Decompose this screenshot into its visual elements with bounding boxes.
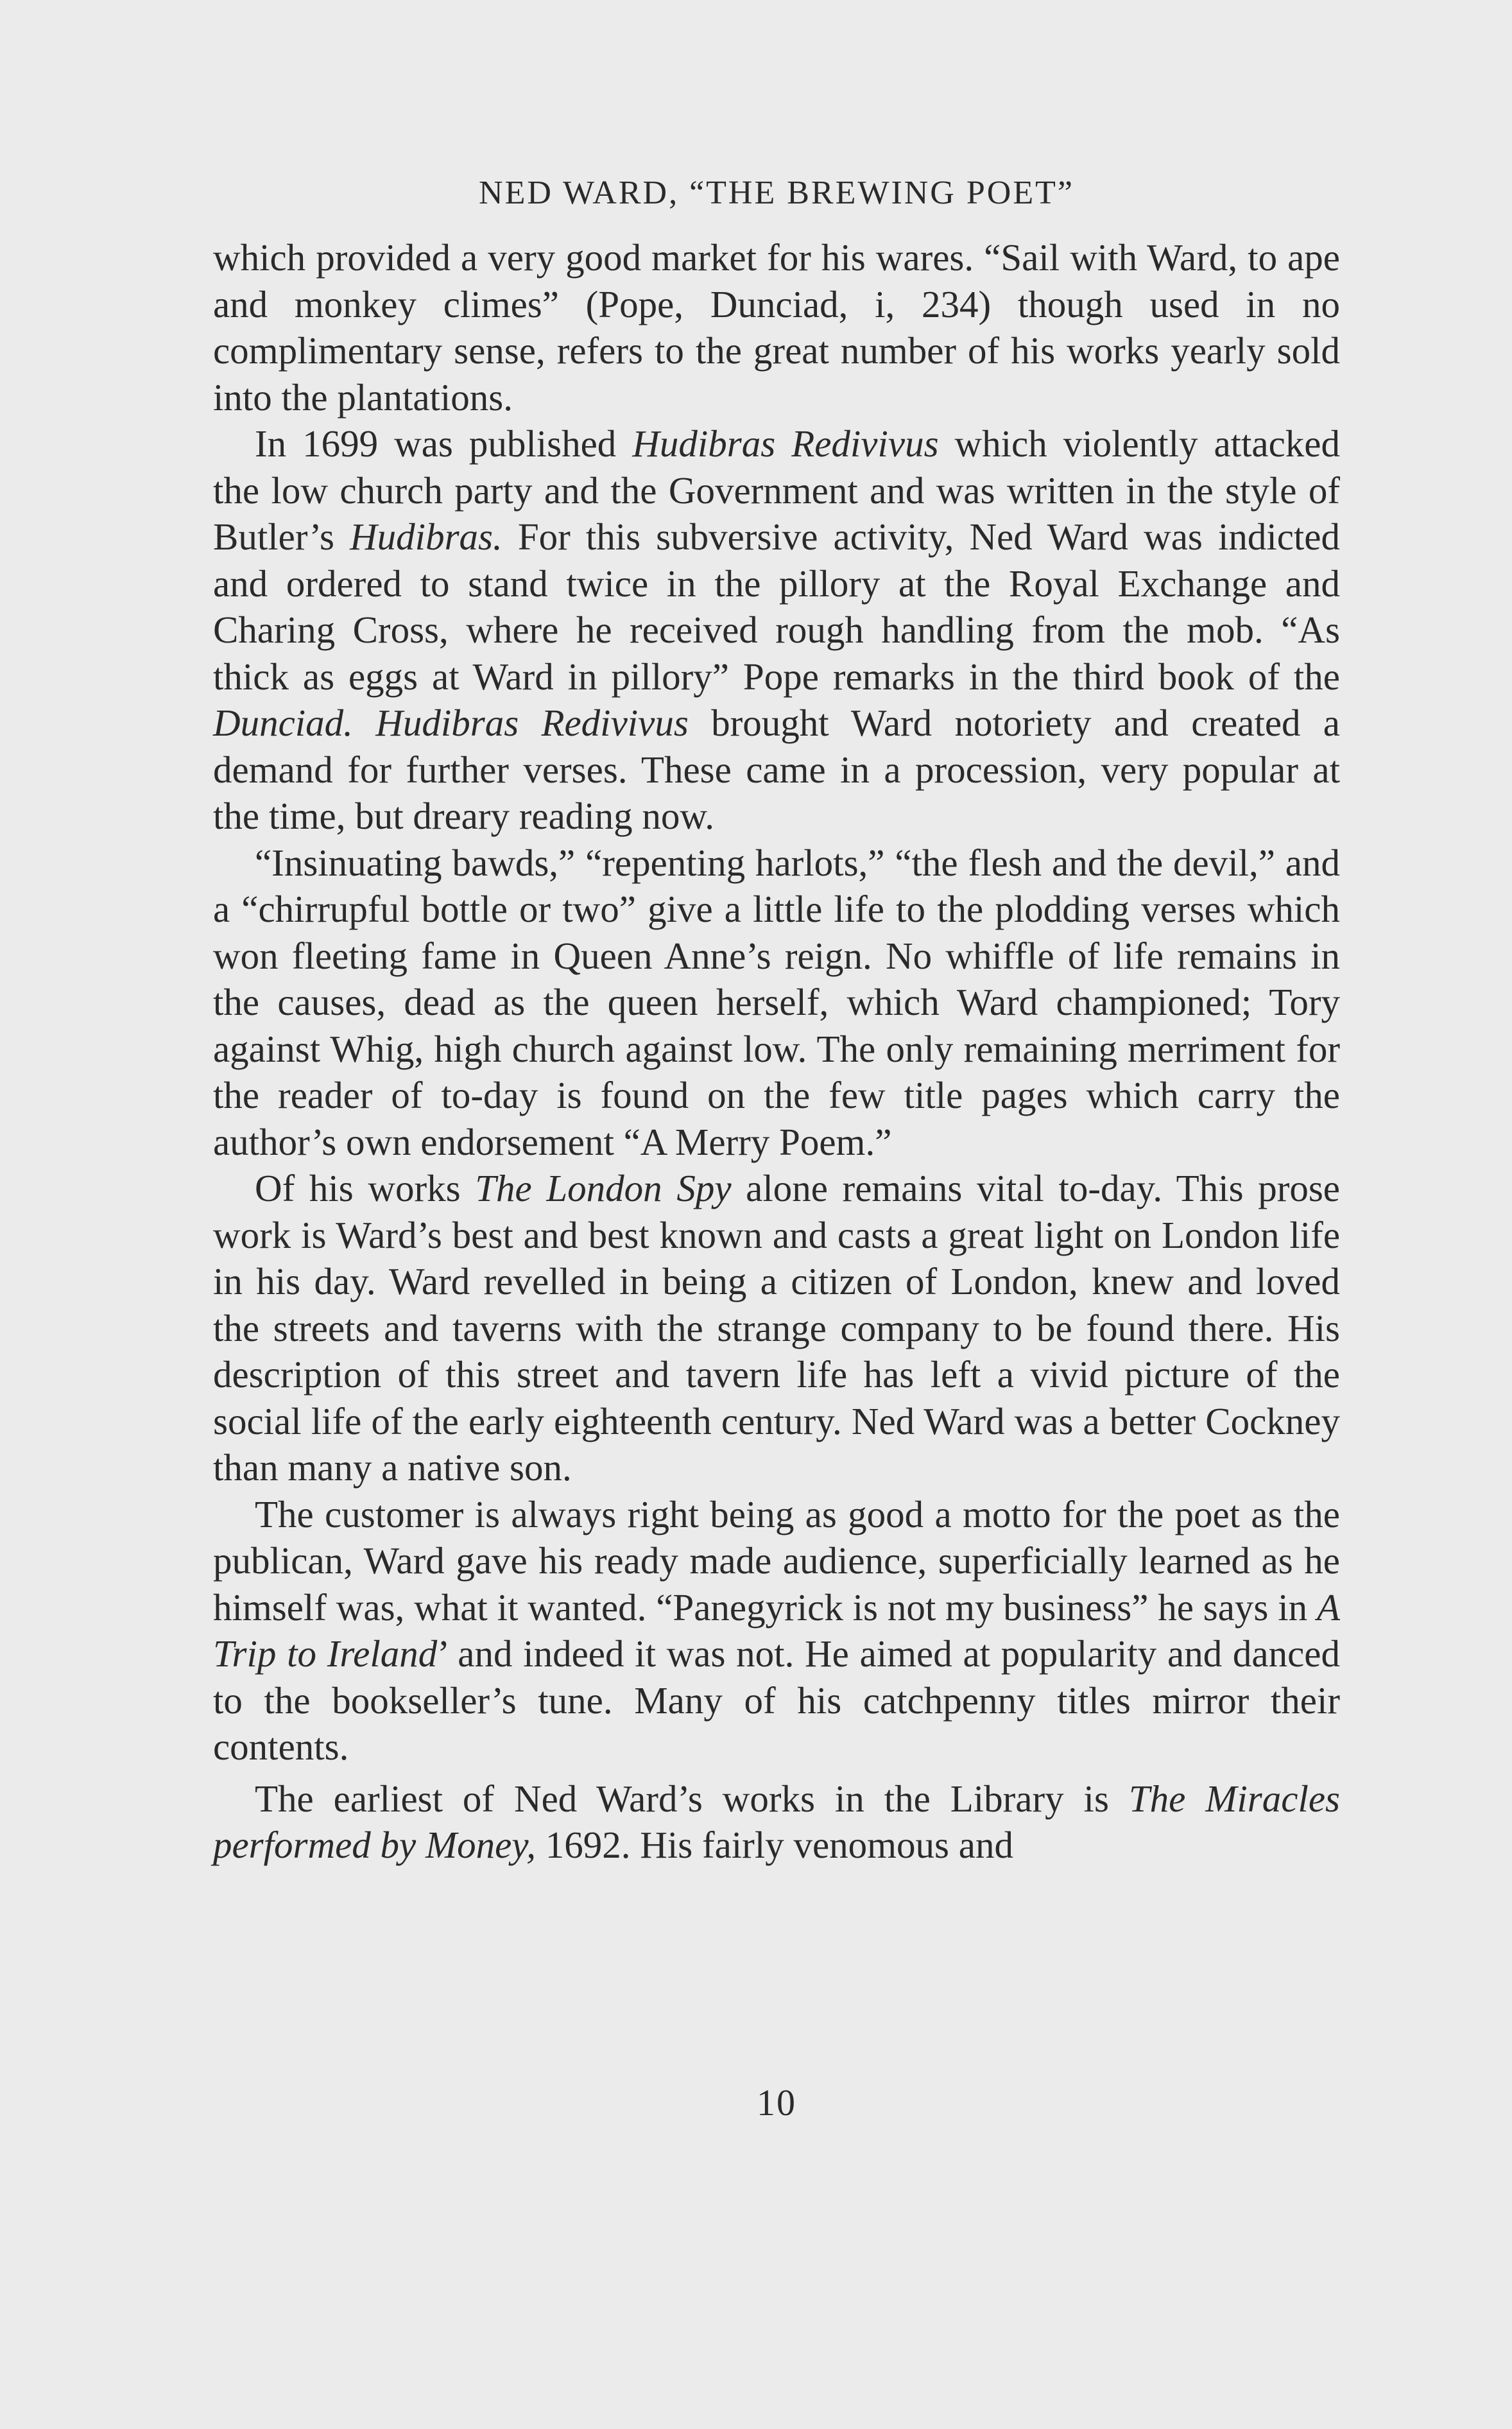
paragraph-5	[213, 1491, 1340, 1770]
work-title-dunciad-hudibras-redivivus: Dunciad. Hudibras Redivivus	[213, 702, 689, 744]
running-header: NED WARD, “THE BREWING POET”	[479, 175, 1074, 211]
work-title-london-spy: The London Spy	[475, 1167, 732, 1209]
page-number: 10	[757, 2082, 796, 2123]
paragraph-5-text-a: The customer is always right being as good a motto for the poet as the publican, Ward gave his ready made audience, superficially learned as he himself was, what it wanted. “Panegyrick is not my business” he says in	[213, 1492, 1340, 1629]
work-title-hudibras-redivivus: Hudibras Redivivus	[632, 422, 939, 465]
paragraph-2-text-a: In 1699 was published	[255, 422, 633, 465]
paragraph-6-text-a: The earliest of Ned Ward’s works in the Library is	[255, 1777, 1129, 1820]
paragraph-3	[213, 840, 1340, 1166]
paragraph-4-text-b: alone remains vital to-day. This prose work is Ward’s best and best known and casts a great light on London life in his day. Ward revelled in being a citizen of London, knew and loved the streets and taverns with the strange company to be found there. His description of this street and tavern life has left a vivid picture of the social life of the early eighteenth century. Ned Ward was a better Cockney than many a native son.	[213, 1167, 1340, 1489]
paragraph-2-text-b: which violently attacked the low church party and the Government and was written in the style of Butler’s	[213, 422, 1340, 558]
paragraph-5-text-b: ’ and indeed it was not. He aimed at popularity and danced to the bookseller’s tune. Many of his catchpenny titles mirror their contents.	[213, 1632, 1340, 1768]
work-title-hudibras: Hudibras.	[350, 515, 503, 558]
body-text	[213, 234, 1340, 1869]
paragraph-2-text-d: brought Ward notoriety and created a demand for further verses. These came in a procession, very popular at the time, but dreary reading now.	[213, 702, 1340, 837]
work-title-miracles-performed-by-money: The Miracles performed by Money,	[213, 1777, 1340, 1866]
paragraph-6-text-b: 1692. His fairly venomous and	[536, 1824, 1013, 1866]
paragraph-2	[213, 420, 1340, 840]
work-title-trip-to-ireland: A Trip to Ireland	[213, 1586, 1340, 1675]
paragraph-4-text-a: Of his works	[255, 1167, 476, 1209]
paragraph-6	[213, 1776, 1340, 1869]
paragraph-3-text: “Insinuating bawds,” “repenting harlots,” “the flesh and the devil,” and a “chirrupful bottle or two” give a little life to the plodding verses which won fleeting fame in Queen Anne’s reign. No whiffle of life remains in the causes, dead as the queen herself, which Ward championed; Tory against Whig, high church against low. The only remaining merriment for the reader of to-day is found on the few title pages which carry the author’s own endorsement “A Merry Poem.”	[213, 841, 1340, 1163]
paragraph-2-text-c: For this subversive activity, Ned Ward was indicted and ordered to stand twice in the pillory at the Royal Exchange and Charing Cross, where he received rough handling from the mob. “As thick as eggs at Ward in pillory” Pope remarks in the third book of the	[213, 515, 1340, 698]
paragraph-4	[213, 1165, 1340, 1491]
paragraph-1	[213, 234, 1340, 420]
paragraph-1-text: which provided a very good market for his wares. “Sail with Ward, to ape and monkey climes” (Pope, Dunciad, i, 234) though used in no complimentary sense, refers to the great number of his works yearly sold into the plantations.	[213, 236, 1340, 419]
